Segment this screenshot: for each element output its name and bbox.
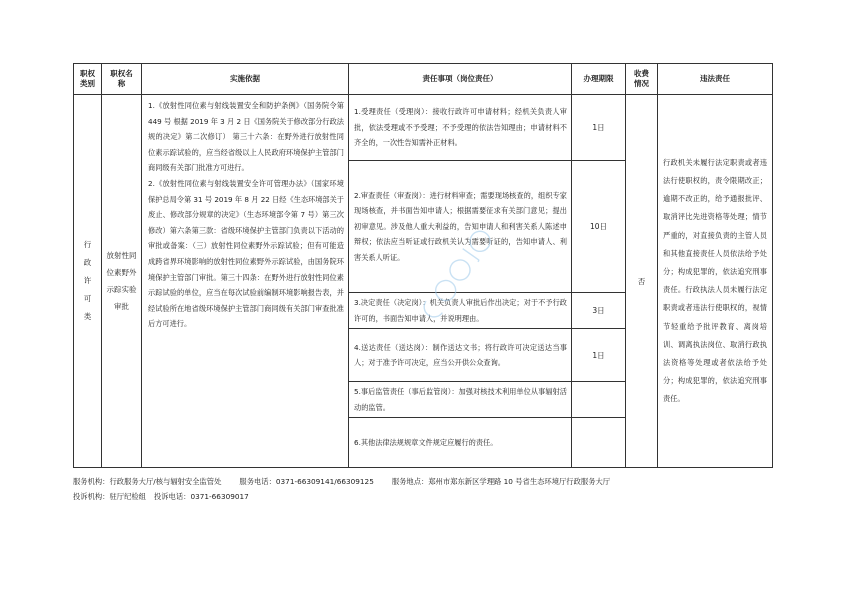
complaint-org: 投诉机构：驻厅纪检组 [73, 492, 146, 501]
responsibility-1-text: 1.受理责任（受理岗）：接收行政许可申请材料；经机关负责人审批，依法受理或不予受理；不予受理的依法告知理由；申请材料不齐全的，一次性告知需补正材料。 [354, 107, 567, 148]
term-1: 1日 [572, 95, 626, 161]
term-4: 1日 [572, 329, 626, 382]
responsibility-3-text: 3.决定责任（决定岗）：机关负责人审批后作出决定；对于不予行政许可的，书面告知申请人，并说明理由。 [354, 298, 567, 323]
service-address: 服务地点：郑州市郑东新区学理路 10 号省生态环境厅行政服务大厅 [391, 477, 611, 486]
responsibility-6-text: 6.其他法律法规规章文件规定应履行的责任。 [354, 438, 498, 448]
responsibility-2-text: 2.审查责任（审查岗）：进行材料审查；需要现场核查的，组织专家现场核查，并书面告知申请人；根据需要征求有关部门意见；提出初审意见。涉及他人重大利益的，告知申请人和利害关系人陈述申辩权；依法应当听证或行政机关认为需要听证的，告知申请人、利害关系人听证。 [354, 190, 567, 262]
responsibility-3 [349, 293, 572, 329]
service-phone: 服务电话：0371-66309141/66309125 [239, 477, 374, 486]
responsibility-4-text: 4.送达责任（送达岗）：制作送达文书；将行政许可决定送达当事人；对于准予许可决定，应当公开供公众查询。 [354, 342, 567, 368]
service-row [73, 474, 772, 489]
name-text: 放射性同位素野外示踪实验审批 [106, 251, 137, 312]
fee-cell: 否 [626, 95, 658, 468]
table-header-row [74, 64, 773, 95]
header-name: 职权名称 [102, 64, 142, 95]
table-row [74, 95, 773, 161]
responsibility-2 [349, 161, 572, 293]
responsibility-table [73, 63, 773, 468]
header-responsibility: 责任事项（岗位责任） [349, 64, 572, 95]
responsibility-1 [349, 95, 572, 161]
responsibility-6 [349, 418, 572, 468]
category-cell [74, 95, 102, 468]
header-category: 职权类别 [74, 64, 102, 95]
term-3: 3日 [572, 293, 626, 329]
liability-cell: 行政机关未履行法定职责或者违法行使职权的，责令限期改正；逾期不改正的，给予通报批评、取消评比先进资格等处理；情节严重的，对直接负责的主管人员和其他直接责任人员依法给予处分；构成犯罪的，依法追究刑事责任。行政执法人员未履行法定职责或者违法行使职权的，视情节轻重给予批评教育、离岗培训、调离执法岗位、取消行政执法资格等处理或者依法给予处分；构成犯罪的，依法追究刑事责任。 [658, 95, 773, 468]
complaint-phone: 投诉电话：0371-66309017 [153, 492, 249, 501]
basis-cell [142, 95, 349, 468]
term-6 [572, 418, 626, 468]
term-2: 10日 [572, 161, 626, 293]
complaint-row [73, 489, 772, 504]
responsibility-5-text: 5.事后监管责任（事后监管岗）：加强对核技术利用单位从事辐射活动的监管。 [354, 387, 567, 412]
term-5 [572, 382, 626, 418]
header-liability: 违法责任 [658, 64, 773, 95]
header-fee: 收费情况 [626, 64, 658, 95]
name-cell [102, 95, 142, 468]
responsibility-4 [349, 329, 572, 382]
service-info [73, 474, 772, 504]
service-org: 服务机构：行政服务大厅/核与辐射安全监管处 [73, 477, 222, 486]
header-basis: 实施依据 [142, 64, 349, 95]
header-term: 办理期限 [572, 64, 626, 95]
basis-paragraph-1: 1.《放射性同位素与射线装置安全和防护条例》（国务院令第 449 号 根据 2019 年 3 月 2 日《国务院关于修改部分行政法规的决定》第二次修订） 第三十六条：在野外进行放射性同位素示踪试验的，应当经省级以上人民政府环境保护主管部门商同级有关部门批准方可进行。 [148, 101, 344, 173]
basis-paragraph-2: 2.《放射性同位素与射线装置安全许可管理办法》（国家环境保护总局令第 31 号 2019 年 8 月 22 日经《生态环境部关于废止、修改部分规章的决定》（生态环境部令第 7 号）第三次修改）第六条第三款：省级环境保护主管部门负责以下活动的审批或备案：（三）放射性同位素野外示踪试验；但有可能造成跨省界环境影响的放射性同位素野外示踪试验，由国务院环境保护主管部门审批。第三十四条：在野外进行放射性同位素示踪试验的单位，应当在每次试验前编制环境影响报告表，并经试验所在地省级环境保护主管部门商同级有关部门审查批准后方可进行。 [148, 178, 344, 329]
responsibility-5 [349, 382, 572, 418]
category-text: 行政许可类 [83, 240, 92, 322]
